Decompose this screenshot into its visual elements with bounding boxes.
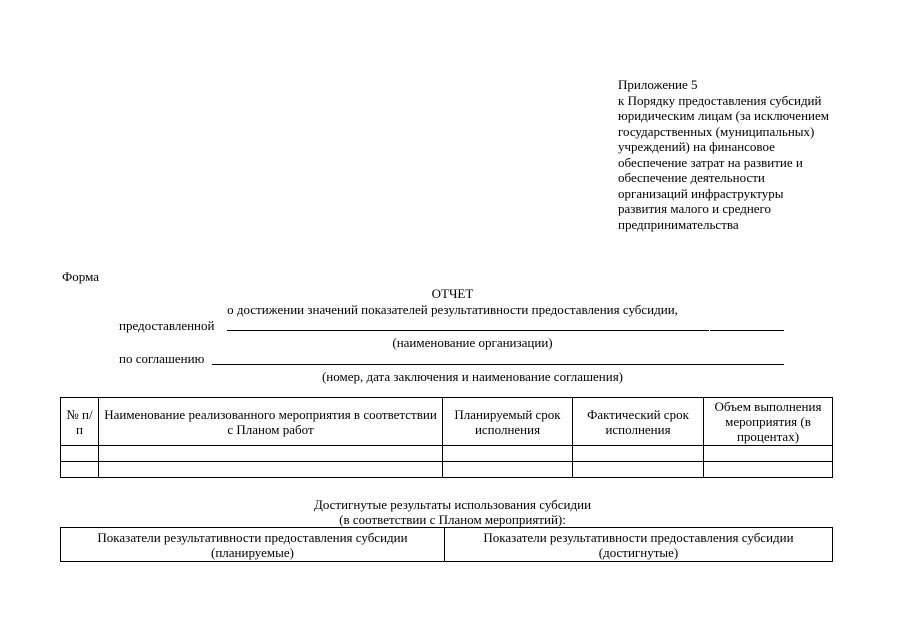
table-header-row (61, 398, 833, 446)
table-cell[interactable] (99, 462, 443, 478)
activities-table (60, 397, 833, 478)
table-cell[interactable] (443, 446, 573, 462)
appendix-line: обеспечение затрат на развитие и (618, 154, 803, 170)
table-cell[interactable] (704, 446, 833, 462)
report-title: ОТЧЕТ (431, 286, 474, 301)
organization-field[interactable] (227, 330, 709, 331)
column-header: Фактический срок исполнения (573, 398, 704, 446)
appendix-line: организаций инфраструктуры (618, 185, 784, 201)
appendix-line: обеспечение деятельности (618, 170, 765, 185)
column-header: Наименование реализованного мероприятия в соответствии с Планом работ (99, 398, 443, 446)
appendix-line: государственных (муниципальных) (618, 123, 815, 139)
appendix-line: юридическим лицам (за исключением (618, 108, 829, 123)
results-title (0, 497, 905, 527)
results-table (60, 527, 833, 562)
table-row (61, 446, 833, 462)
table-row (61, 462, 833, 478)
table-cell[interactable] (61, 446, 99, 462)
appendix-note (618, 77, 878, 232)
appendix-line: предпринимательства (618, 216, 739, 232)
table-cell[interactable] (443, 462, 573, 478)
agreement-label: по соглашению (119, 351, 205, 366)
results-subtitle-line: (в соответствии с Планом мероприятий): (339, 512, 566, 527)
column-header: № п/п (61, 398, 99, 446)
table-cell[interactable] (573, 446, 704, 462)
agreement-field[interactable] (212, 364, 784, 365)
agreement-caption: (номер, дата заключения и наименование соглашения) (321, 369, 624, 384)
results-title-line: Достигнутые результаты использования субсидии (313, 497, 592, 512)
table-header-row (61, 528, 833, 562)
appendix-line: развития малого и среднего (618, 201, 772, 216)
appendix-line: Приложение 5 (618, 77, 698, 92)
column-header: Показатели результативности предоставления субсидии (планируемые) (61, 528, 445, 562)
table-cell[interactable] (61, 462, 99, 478)
column-header: Планируемый срок исполнения (443, 398, 573, 446)
table-cell[interactable] (704, 462, 833, 478)
table-cell[interactable] (573, 462, 704, 478)
organization-field-extra[interactable] (710, 330, 784, 331)
column-header: Объем выполнения мероприятия (в процентах) (704, 398, 833, 446)
organization-caption: (наименование организации) (392, 335, 553, 350)
appendix-line: учреждений) на финансовое (618, 139, 775, 154)
provided-label: предоставленной (119, 318, 215, 333)
form-label: Форма (62, 269, 99, 284)
column-header: Показатели результативности предоставления субсидии (достигнутые) (445, 528, 833, 562)
appendix-line: к Порядку предоставления субсидий (618, 92, 822, 108)
table-cell[interactable] (99, 446, 443, 462)
report-subtitle: о достижении значений показателей результативности предоставления субсидии, (227, 302, 678, 317)
